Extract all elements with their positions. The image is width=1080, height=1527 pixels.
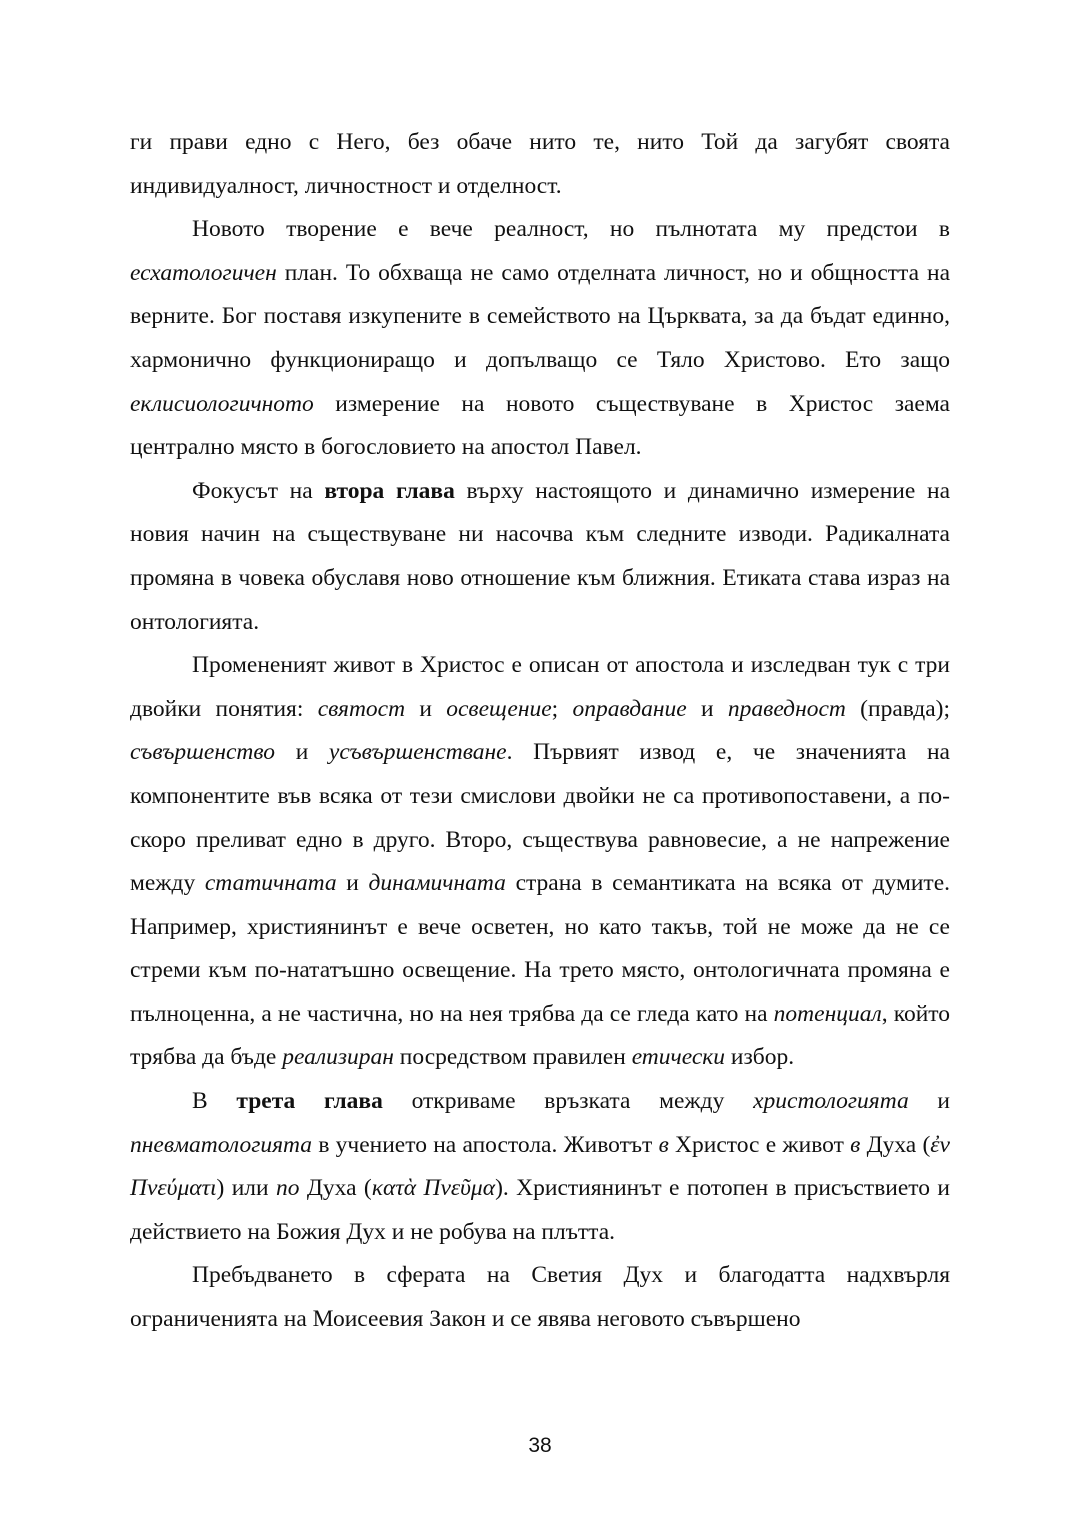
text-segment: и xyxy=(686,695,728,722)
text-segment: ; xyxy=(551,695,573,722)
text-segment: план. То обхваща не само отделната личност, но и общността на верните. Бог поставя изкупените в семейството на Църквата, за да бъдат единно, хармонично функциониращо и допълващо се Тяло Христово. Ето защо xyxy=(130,259,950,373)
italic-term: съвършенство xyxy=(130,739,276,766)
text-segment: посредством правилен xyxy=(393,1044,632,1071)
italic-term: праведност xyxy=(727,695,846,722)
text-segment: и xyxy=(908,1088,951,1115)
italic-term: в xyxy=(658,1131,669,1158)
italic-term: оправдание xyxy=(572,695,687,722)
text-segment: Пребъдването в сферата на Светия Дух и благодатта надхвърля ограниченията на Моисеевия Закон и се явява неговото съвършено xyxy=(130,1262,950,1333)
text-segment: и xyxy=(275,739,329,766)
italic-term: в xyxy=(850,1131,861,1158)
text-segment: в учението на апостола. Животът xyxy=(312,1131,659,1158)
text-segment: ги прави едно с Него, без обаче нито те, нито Той да загубят своята индивидуалност, личностност и отделност. xyxy=(130,129,950,199)
text-segment: страна в семантиката на всяка от думите. Например, християнинът е вече осветен, но като такъв, той не може да не се стреми към по-нататъшно освещение. На трето място, онтологичната промяна е пълноценна, а не частична, но на нея трябва да се гледа като на xyxy=(130,870,951,1027)
text-segment: върху настоящото и динамично измерение на новия начин на съществуване ни насочва към следните изводи. Радикалната промяна в човека обуславя ново отношение към ближния. Етиката става израз на онтологията. xyxy=(130,477,950,635)
italic-term: κατὰ Πνεῦμα xyxy=(371,1175,496,1202)
italic-term: еклисиологичното xyxy=(130,390,314,417)
italic-term: освещение xyxy=(446,695,552,722)
italic-term: статичната xyxy=(204,870,337,897)
text-segment: (правда); xyxy=(845,695,951,722)
text-segment: Фокусът на xyxy=(192,477,325,504)
paragraph xyxy=(130,1254,950,1341)
paragraph xyxy=(130,1080,950,1254)
italic-term: ἐν Πνεύματι xyxy=(130,1131,950,1202)
text-segment: В xyxy=(192,1088,237,1115)
body-text xyxy=(130,121,950,1342)
text-segment: избор. xyxy=(725,1044,795,1071)
paragraph xyxy=(130,644,950,1080)
text-segment: Духа ( xyxy=(299,1175,372,1202)
text-segment: Новото творение е вече реалност, но пълнотата му предстои в xyxy=(192,216,950,243)
italic-term: пневматологията xyxy=(130,1131,313,1158)
italic-term: усъвършенстване xyxy=(328,739,507,766)
text-segment: Промененият живот в Христос е описан от апостола и изследван тук с три двойки понятия: xyxy=(130,652,950,722)
italic-term: етически xyxy=(631,1044,726,1071)
text-segment: , който трябва да бъде xyxy=(130,1000,950,1071)
text-segment: . Първият извод е, че значенията на компонентите във всяка от тези смислови двойки не са противопоставени, а по-скоро преливат едно в друго. Второ, съществува равновесие, а не напрежение между xyxy=(130,739,950,897)
italic-term: святост xyxy=(317,695,406,722)
italic-term: по xyxy=(276,1175,300,1202)
italic-term: есхатологичен xyxy=(130,259,277,286)
page-number: 38 xyxy=(528,1434,552,1457)
text-segment: измерение на новото съществуване в Христос заема централно място в богословието на апостол Павел. xyxy=(130,390,950,461)
paragraph xyxy=(130,470,950,644)
bold-term: трета глава xyxy=(236,1088,383,1115)
italic-term: реализиран xyxy=(282,1044,394,1071)
text-segment: ). Християнинът е потопен в присъствието и действието на Божия Дух и не робува на плътта. xyxy=(130,1175,950,1245)
text-segment: Духа ( xyxy=(860,1131,931,1158)
italic-term: динамичната xyxy=(368,870,506,897)
text-segment: Христос е живот xyxy=(668,1131,851,1158)
text-segment: ) или xyxy=(216,1175,276,1202)
text-segment: откриваме връзката между xyxy=(382,1088,754,1115)
italic-term: потенциал xyxy=(773,1000,882,1027)
paragraph xyxy=(130,208,950,470)
paragraph xyxy=(130,121,950,208)
text-segment: и xyxy=(336,870,369,897)
text-segment: и xyxy=(405,695,447,722)
bold-term: втора глава xyxy=(324,477,455,504)
italic-term: христологията xyxy=(753,1088,909,1115)
